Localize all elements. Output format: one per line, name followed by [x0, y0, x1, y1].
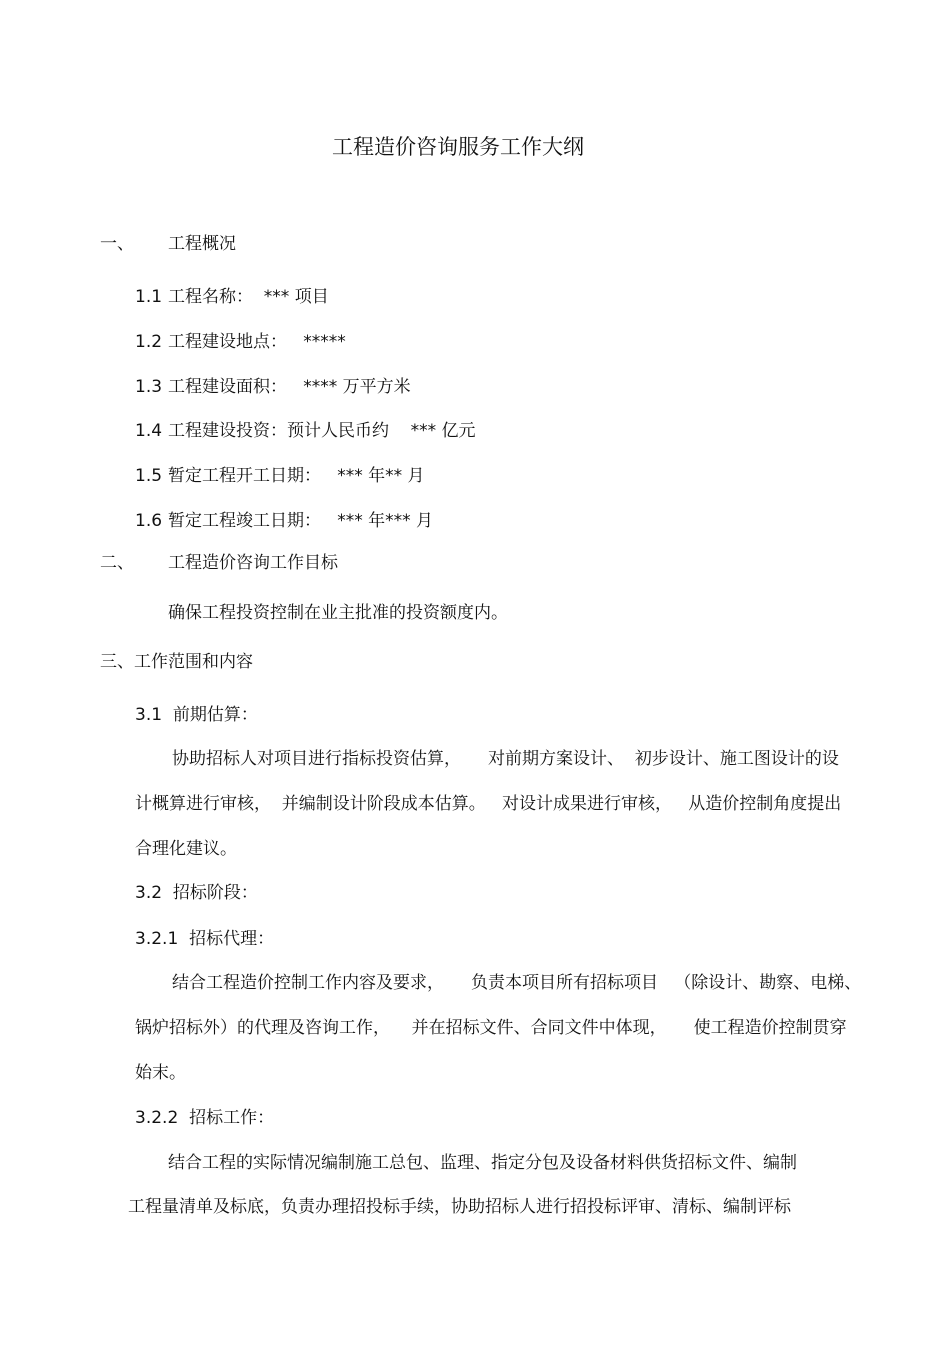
document-title: 工程造价咨询服务工作大纲: [332, 135, 584, 159]
section-2-number: 二、: [100, 553, 134, 573]
item-1-4-number: 1.4: [135, 421, 163, 441]
section-1-heading: 工程概况: [168, 234, 236, 254]
subsection-3-2-1-line-3: 始末。: [135, 1063, 186, 1083]
item-1-1-text: 工程名称： *** 项目: [168, 287, 329, 307]
subsection-3-2-2-line-1: 结合工程的实际情况编制施工总包、监理、指定分包及设备材料供货招标文件、编制: [168, 1153, 797, 1173]
subsection-3-1-line-1: 协助招标人对项目进行指标投资估算， 对前期方案设计、 初步设计、施工图设计的设: [172, 749, 839, 769]
item-1-5-text: 暂定工程开工日期： *** 年** 月: [168, 466, 425, 486]
section-2-heading: 工程造价咨询工作目标: [168, 553, 338, 573]
item-1-2-text: 工程建设地点： *****: [168, 332, 346, 352]
subsection-3-2-2-heading: 3.2.2 招标工作：: [135, 1108, 275, 1128]
subsection-3-1-heading: 3.1 前期估算：: [135, 705, 258, 725]
subsection-3-2-1-heading: 3.2.1 招标代理：: [135, 929, 275, 949]
subsection-3-1-line-2: 计概算进行审核， 并编制设计阶段成本估算。 对设计成果进行审核， 从造价控制角度提出: [135, 794, 842, 814]
section-1-number: 一、: [100, 234, 134, 254]
item-1-3-text: 工程建设面积： **** 万平方米: [168, 377, 411, 397]
section-2-body: 确保工程投资控制在业主批准的投资额度内。: [168, 603, 508, 623]
item-1-3-number: 1.3: [135, 377, 163, 397]
item-1-6-number: 1.6: [135, 511, 163, 531]
subsection-3-1-line-3: 合理化建议。: [135, 839, 237, 859]
subsection-3-2-1-line-1: 结合工程造价控制工作内容及要求， 负责本项目所有招标项目 （除设计、勘察、电梯、: [172, 973, 862, 993]
item-1-2-number: 1.2: [135, 332, 163, 352]
section-3-heading: 三、工作范围和内容: [100, 652, 253, 672]
item-1-4-text: 工程建设投资：预计人民币约 *** 亿元: [168, 421, 476, 441]
item-1-5-number: 1.5: [135, 466, 163, 486]
item-1-1-number: 1.1: [135, 287, 163, 307]
subsection-3-2-1-line-2: 锅炉招标外）的代理及咨询工作， 并在招标文件、合同文件中体现， 使工程造价控制贯穿: [135, 1018, 847, 1038]
item-1-6-text: 暂定工程竣工日期： *** 年*** 月: [168, 511, 434, 531]
subsection-3-2-heading: 3.2 招标阶段：: [135, 883, 258, 903]
subsection-3-2-2-line-2: 工程量清单及标底，负责办理招投标手续，协助招标人进行招投标评审、清标、编制评标: [128, 1197, 791, 1217]
